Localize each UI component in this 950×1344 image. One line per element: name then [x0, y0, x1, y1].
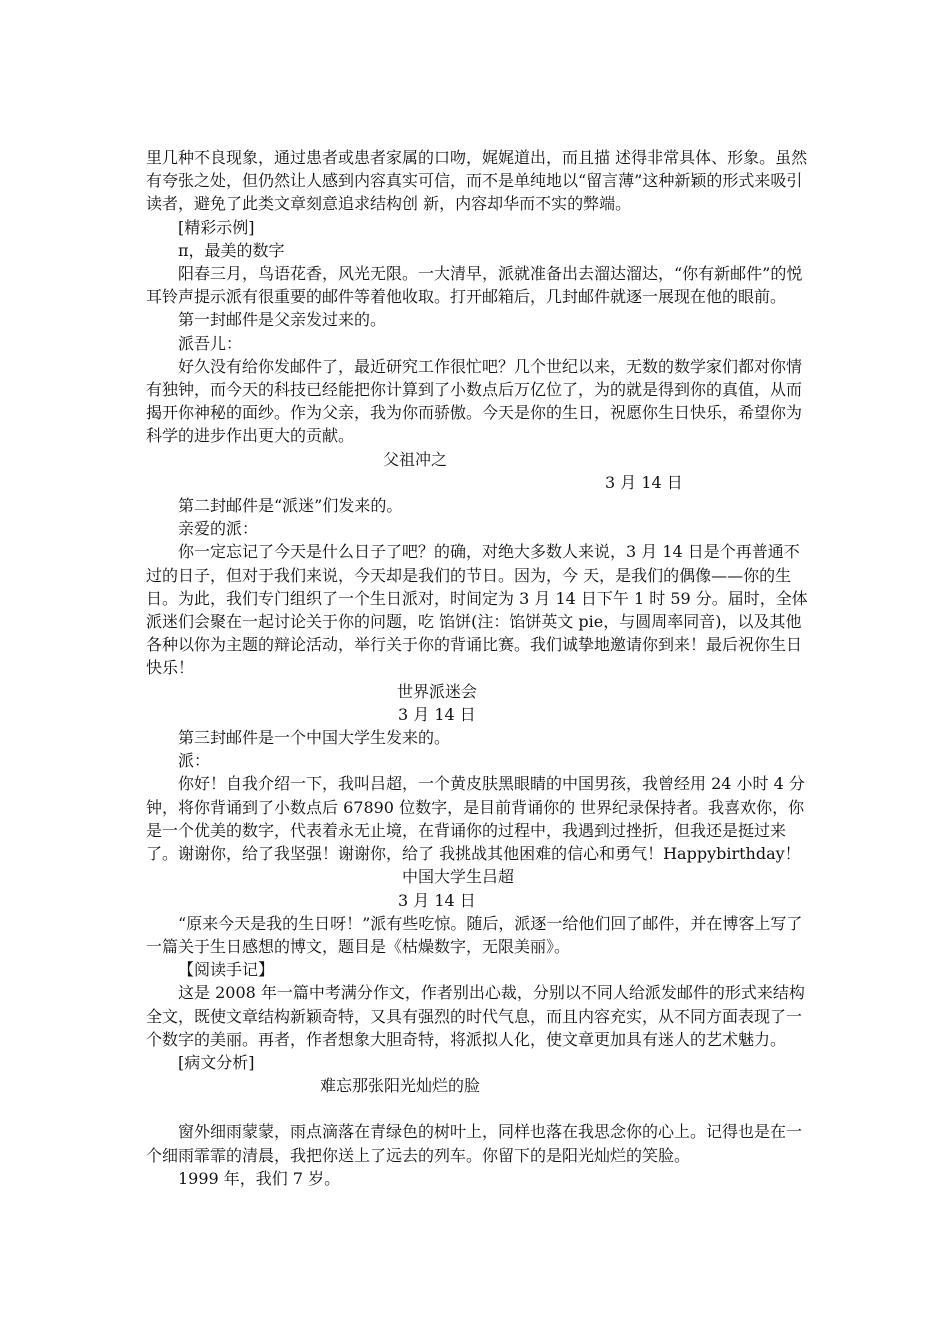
paragraph-second-mail-intro: 第二封邮件是“派迷”们发来的。 — [178, 496, 403, 516]
paragraph-pi-reaction: “原来今天是我的生日呀！”派有些吃惊。随后，派逐一给他们回了邮件，并在博客上写了一篇关于生日感想的博文，题目是《枯燥数字，无限美丽》。 — [146, 913, 803, 956]
blank-line — [146, 1097, 810, 1120]
date-father: 3 月 14 日 — [605, 472, 683, 492]
signature-fans: 世界派迷会 — [397, 681, 478, 701]
essay-title-sunny-face: 难忘那张阳光灿烂的脸 — [320, 1076, 481, 1096]
letter-fans-body: 你一定忘记了今天是什么日子了吧？的确，对绝大多数人来说，3 月 14 日是个再普通不过的日子，但对于我们来说，今天却是我们的节日。因为，今 天，是我们的偶像——你的生日。为此，我们专门组织了一个生日派对，时间定为 3 月 14 日下午 1 时 59 分。届时，全体派迷们会聚在一起讨论关于你的问题，吃 馅饼(注：馅饼英文 pie，与圆周率同音)，以及其他各种以你为主题的辩论活动，举行关于你的背诵比赛。我们诚挚地邀请你到来！最后祝你生日快乐！ — [146, 542, 808, 678]
section-heading-reading-notes: 【阅读手记】 — [178, 960, 275, 980]
section-heading-example: [精彩示例] — [178, 217, 255, 237]
signature-student: 中国大学生吕超 — [402, 867, 515, 887]
salutation-student: 派： — [178, 751, 211, 771]
paragraph-opening: 阳春三月，鸟语花香，风光无限。一大清早，派就准备出去溜达溜达，“你有新邮件”的悦耳铃声提示派有很重要的邮件等着他收取。打开邮箱后，几封邮件就逐一展现在他的眼前。 — [146, 264, 803, 307]
date-fans: 3 月 14 日 — [398, 704, 476, 724]
salutation-father: 派吾儿： — [178, 333, 243, 353]
letter-student-body: 你好！自我介绍一下，我叫吕超，一个黄皮肤黑眼睛的中国男孩，我曾经用 24 小时 4 分钟，将你背诵到了小数点后 67890 位数字，是目前背诵你的 世界纪录保持者。我喜欢你，你是一个优美的数字，代表着永无止境，在背诵你的过程中，我遇到过挫折，但我还是挺过来了。谢谢你，给了我坚强！谢谢你，给了 我挑战其他困难的信心和勇气！Happybirthday！ — [146, 774, 805, 864]
signature-father: 父祖冲之 — [383, 449, 448, 469]
paragraph-intro-continuation: 里几种不良现象，通过患者或患者家属的口吻，娓娓道出，而且描 述得非常具体、形象。虽然有夸张之处，但仍然让人感到内容真实可信，而不是单纯地以“留言薄”这种新颖的形式来吸引读者，避免了此类文章刻意追求结构创 新，内容却华而不实的弊端。 — [146, 148, 808, 214]
paragraph-first-mail-intro: 第一封邮件是父亲发过来的。 — [178, 310, 387, 330]
section-heading-analysis: [病文分析] — [178, 1052, 255, 1072]
letter-father-body: 好久没有给你发邮件了，最近研究工作很忙吧？几个世纪以来，无数的数学家们都对你情有独钟，而今天的科技已经能把你计算到了小数点后万亿位了，为的就是得到你的真值，从而揭开你神秘的面纱。作为父亲，我为你而骄傲。今天是你的生日，祝愿你生日快乐，希望你为科学的进步作出更大的贡献。 — [146, 356, 803, 446]
paragraph-year-1999: 1999 年，我们 7 岁。 — [178, 1168, 341, 1188]
paragraph-third-mail-intro: 第三封邮件是一个中国大学生发来的。 — [178, 728, 451, 748]
essay-title-pi: π，最美的数字 — [178, 240, 285, 260]
paragraph-reading-notes: 这是 2008 年一篇中考满分作文，作者别出心裁，分别以不同人给派发邮件的形式来结构全文，既使文章结构新颖奇特，又具有强烈的时代气息，而且内容充实，从不同方面表现了一个数字的美丽。再者，作者想象大胆奇特，将派拟人化，使文章更加具有迷人的艺术魅力。 — [146, 983, 805, 1049]
document-body — [146, 146, 810, 1190]
date-student: 3 月 14 日 — [398, 890, 476, 910]
salutation-fans: 亲爱的派： — [178, 519, 259, 539]
paragraph-rainy-window: 窗外细雨蒙蒙，雨点滴落在青绿色的树叶上，同样也落在我思念你的心上。记得也是在一个细雨霏霏的清晨，我把你送上了远去的列车。你留下的是阳光灿烂的笑脸。 — [146, 1122, 803, 1165]
